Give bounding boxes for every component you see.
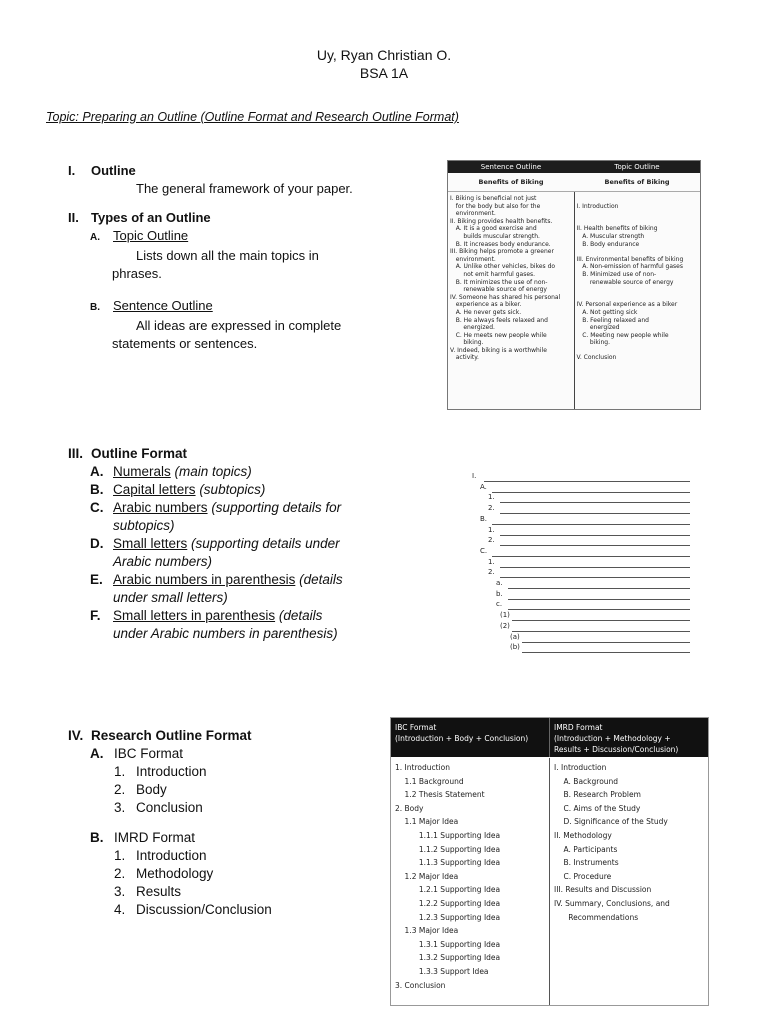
figure-line: IV. Summary, Conclusions, and: [554, 898, 670, 908]
figure-line: 1.2.2 Supporting Idea: [395, 898, 501, 908]
template-blank-line: [508, 609, 690, 610]
format-item: [68, 463, 398, 481]
template-blank-line: [500, 535, 690, 536]
figure-line: 1.2 Thesis Statement: [395, 790, 485, 800]
list-label: Methodology: [136, 866, 214, 881]
figure-line: 2. Body: [395, 803, 424, 813]
figure-line: V. Conclusion: [576, 354, 617, 362]
figure-line: C. He meets new people while: [450, 331, 547, 339]
subsection-description: phrases.: [112, 266, 162, 281]
figure-line: A. Non-emission of harmful gases: [576, 263, 683, 271]
template-blank-line: [500, 545, 690, 546]
figure-line: 1.1 Background: [395, 776, 464, 786]
figure-line: 1.2.3 Supporting Idea: [395, 912, 501, 922]
section-number: III.: [68, 446, 84, 461]
figure-line: A. Background: [554, 776, 619, 786]
format-item-term: Small letters in parenthesis: [113, 608, 276, 623]
sentence-outline-column: [448, 192, 575, 409]
format-list-item: [68, 763, 388, 781]
figure-header-right: Topic Outline: [614, 163, 660, 171]
figure-line: [577, 218, 699, 226]
template-label: (1): [500, 611, 510, 620]
figure-line: I. Introduction: [576, 202, 619, 210]
list-label: Discussion/Conclusion: [136, 902, 272, 917]
template-label: 1.: [488, 493, 495, 502]
format-item: [68, 481, 398, 499]
format-item: [68, 499, 398, 517]
format-list-item: [68, 901, 388, 919]
template-label: b.: [496, 589, 503, 598]
figure-header-left: Sentence Outline: [480, 163, 542, 171]
figure-line: III. Results and Discussion: [554, 885, 652, 895]
format-item-note: Arabic numbers): [113, 554, 213, 569]
figure-line: 1.1 Major Idea: [395, 817, 459, 827]
subsection-title: Topic Outline: [113, 228, 189, 243]
figure-line: builds muscular strength.: [450, 232, 540, 240]
list-number: 3.: [114, 884, 126, 899]
format-list-item: [68, 781, 388, 799]
template-label: c.: [496, 600, 503, 609]
figure-header-right: IMRD Format (Introduction + Methodology + Results + Discussion/Conclusion): [554, 723, 679, 754]
section-title: Outline: [91, 163, 136, 178]
template-blank-line: [492, 492, 690, 493]
figure-line: A. Not getting sick: [576, 308, 638, 316]
format-item: [68, 571, 398, 589]
format-list-item: [68, 865, 388, 883]
figure-line: 1.3.3 Support Idea: [395, 966, 489, 976]
figure-subtitle-left: Benefits of Biking: [478, 178, 544, 186]
subsection-description: All ideas are expressed in complete: [136, 318, 342, 333]
figure-line: A. Participants: [554, 844, 618, 854]
template-blank-line: [508, 588, 690, 589]
format-list-item: [68, 883, 388, 901]
format-item: [68, 535, 398, 553]
figure-line: I. Biking is beneficial not just: [450, 195, 537, 202]
template-label: a.: [496, 579, 503, 587]
figure-line: B. It increases body endurance.: [450, 240, 551, 248]
figure-line: [577, 195, 699, 203]
format-item-note: (supporting details for: [211, 500, 342, 515]
format-item-note: under small letters): [113, 590, 228, 605]
class-section: BSA 1A: [359, 65, 409, 81]
list-label: Introduction: [136, 764, 207, 779]
format-item-note: (supporting details under: [191, 536, 340, 551]
section-title: Outline Format: [91, 446, 188, 461]
figure-line: [577, 294, 699, 302]
figure-line: not emit harmful gases.: [450, 270, 536, 278]
format-item-term: Arabic numbers in parenthesis: [113, 572, 296, 587]
template-blank-line: [522, 642, 690, 643]
figure-line: B. Research Problem: [554, 790, 641, 800]
format-list-item: [68, 847, 388, 865]
list-label: Body: [136, 782, 167, 797]
figure-line: [577, 248, 699, 256]
list-number: 1.: [114, 764, 126, 779]
list-label: Introduction: [136, 848, 207, 863]
list-number: 3.: [114, 800, 126, 815]
format-item-letter: C.: [90, 500, 104, 515]
figure-line: 1.3 Major Idea: [395, 926, 459, 936]
research-format-figure: [390, 717, 709, 1006]
subsection-letter: A.: [90, 746, 104, 761]
format-item-term: Arabic numbers: [113, 500, 208, 515]
figure-line: B. It minimizes the use of non-: [450, 278, 548, 286]
template-blank-line: [492, 556, 690, 557]
figure-line: 1.1.1 Supporting Idea: [395, 830, 501, 840]
figure-line: C. Procedure: [554, 871, 612, 881]
figure-line: 1. Introduction: [395, 763, 450, 772]
format-item-note: (subtopics): [199, 482, 266, 497]
subsection-description: statements or sentences.: [112, 336, 258, 351]
sentence-topic-outline-figure: [447, 160, 701, 410]
template-blank-line: [500, 513, 690, 514]
template-label: 2.: [488, 536, 495, 545]
format-item: [68, 607, 398, 625]
section-title: Research Outline Format: [91, 728, 252, 743]
template-blank-line: [522, 652, 690, 653]
figure-line: B. Feeling relaxed and: [576, 316, 649, 324]
format-item-letter: E.: [90, 572, 103, 587]
template-label: I.: [472, 472, 477, 480]
figure-line: for the body but also for the: [450, 202, 541, 210]
template-label: 1.: [488, 557, 495, 566]
figure-line: C. Aims of the Study: [554, 803, 641, 813]
format-item-letter: F.: [90, 608, 101, 623]
figure-line: B. Body endurance: [576, 240, 640, 248]
list-label: Conclusion: [136, 800, 203, 815]
figure-line: biking.: [450, 339, 484, 347]
section-number: I.: [68, 163, 76, 178]
figure-line: A. It is a good exercise and: [450, 225, 537, 233]
author-name: Uy, Ryan Christian O.: [316, 47, 452, 63]
template-blank-line: [484, 481, 690, 482]
section-outline-format: [68, 445, 398, 643]
figure-line: [577, 210, 699, 218]
figure-line: activity.: [450, 354, 479, 362]
outline-format-figure: [462, 463, 698, 659]
figure-line: 3. Conclusion: [395, 980, 446, 990]
figure-line: II. Methodology: [554, 830, 612, 840]
figure-line: [577, 347, 699, 355]
topic-line: Topic: Preparing an Outline (Outline Format and Research Outline Format): [46, 110, 459, 124]
template-blank-line: [500, 502, 690, 503]
format-item-letter: A.: [90, 464, 104, 479]
figure-line: environment.: [450, 210, 496, 218]
template-label: (a): [510, 632, 520, 641]
template-label: A.: [480, 482, 487, 491]
figure-line: 1.3.1 Supporting Idea: [395, 939, 501, 949]
list-label: Results: [136, 884, 182, 899]
section-number: II.: [68, 210, 79, 225]
template-label: (b): [510, 643, 520, 652]
section-research-format: [68, 727, 388, 919]
imrd-format-column: [550, 758, 708, 1005]
template-label: (2): [500, 621, 510, 630]
section-description: The general framework of your paper.: [136, 181, 353, 196]
subsection-title: Sentence Outline: [113, 298, 213, 313]
figure-line: A. He never gets sick.: [450, 308, 522, 316]
section-outline: [68, 162, 398, 198]
figure-line: 1.2 Major Idea: [395, 871, 459, 881]
figure-line: II. Health benefits of biking: [576, 225, 658, 233]
section-types: [68, 209, 398, 353]
subsection-letter: B.: [90, 302, 100, 313]
template-blank-line: [500, 567, 690, 568]
figure-line: biking.: [576, 339, 610, 347]
format-item-term: Small letters: [113, 536, 188, 551]
figure-line: energized: [576, 324, 620, 332]
figure-line: energized.: [450, 324, 495, 332]
subsection-letter: B.: [90, 830, 104, 845]
format-item-note: under Arabic numbers in parenthesis): [113, 626, 338, 641]
template-label: C.: [480, 546, 488, 555]
figure-line: experience as a biker.: [450, 301, 522, 309]
template-blank-line: [492, 524, 690, 525]
figure-line: 1.2.1 Supporting Idea: [395, 885, 501, 895]
figure-line: 1.3.2 Supporting Idea: [395, 953, 501, 963]
figure-line: III. Biking helps promote a greener: [450, 248, 554, 256]
topic-outline-column: [575, 192, 701, 409]
figure-line: 1.1.2 Supporting Idea: [395, 844, 501, 854]
template-blank-line: [512, 620, 690, 621]
figure-header-left: IBC Format (Introduction + Body + Conclusion): [391, 718, 550, 757]
template-blank-line: [508, 599, 690, 600]
figure-line: 1.1.3 Supporting Idea: [395, 858, 501, 868]
format-item-note: (main topics): [174, 464, 252, 479]
figure-line: IV. Personal experience as a biker: [576, 301, 678, 309]
template-label: 2.: [488, 504, 495, 513]
figure-line: Recommendations: [554, 912, 639, 922]
subsection-letter: A.: [90, 232, 100, 243]
figure-line: A. Muscular strength: [576, 232, 645, 240]
figure-line: I. Introduction: [554, 763, 607, 772]
ibc-format-column: [391, 758, 550, 1005]
figure-line: III. Environmental benefits of biking: [576, 255, 684, 263]
list-number: 4.: [114, 902, 126, 917]
format-item-letter: B.: [90, 482, 104, 497]
figure-line: C. Meeting new people while: [576, 331, 669, 339]
template-blank-line: [512, 631, 690, 632]
template-label: B.: [480, 514, 488, 523]
figure-line: B. Instruments: [554, 858, 619, 868]
figure-line: IV. Someone has shared his personal: [450, 293, 561, 301]
subsection-title: IMRD Format: [114, 830, 195, 845]
list-number: 1.: [114, 848, 126, 863]
figure-line: B. Minimized use of non-: [576, 270, 657, 278]
template-label: 2.: [488, 568, 495, 577]
figure-line: II. Biking provides health benefits.: [450, 217, 553, 225]
figure-line: [577, 286, 699, 294]
figure-subtitle-right: Benefits of Biking: [604, 178, 670, 186]
figure-line: renewable source of energy: [576, 278, 674, 286]
format-item-note: subtopics): [113, 518, 175, 533]
figure-line: A. Unlike other vehicles, bikes do: [450, 263, 556, 271]
template-label: 1.: [488, 525, 495, 534]
section-title: Types of an Outline: [91, 210, 211, 225]
figure-line: D. Significance of the Study: [554, 817, 668, 827]
figure-line: B. He always feels relaxed and: [450, 316, 548, 324]
figure-line: environment.: [450, 255, 496, 263]
list-number: 2.: [114, 782, 126, 797]
format-item-letter: D.: [90, 536, 104, 551]
figure-line: V. Indeed, biking is a worthwhile: [450, 346, 547, 354]
format-item-term: Numerals: [113, 464, 171, 479]
section-number: IV.: [68, 728, 84, 743]
format-item-note: (details: [299, 572, 343, 587]
subsection-description: Lists down all the main topics in: [136, 248, 319, 263]
format-list-item: [68, 799, 388, 817]
subsection-title: IBC Format: [114, 746, 184, 761]
format-item-note: (details: [278, 608, 323, 623]
template-blank-line: [500, 577, 690, 578]
figure-line: renewable source of energy: [450, 286, 547, 294]
list-number: 2.: [114, 866, 126, 881]
format-item-term: Capital letters: [113, 482, 196, 497]
